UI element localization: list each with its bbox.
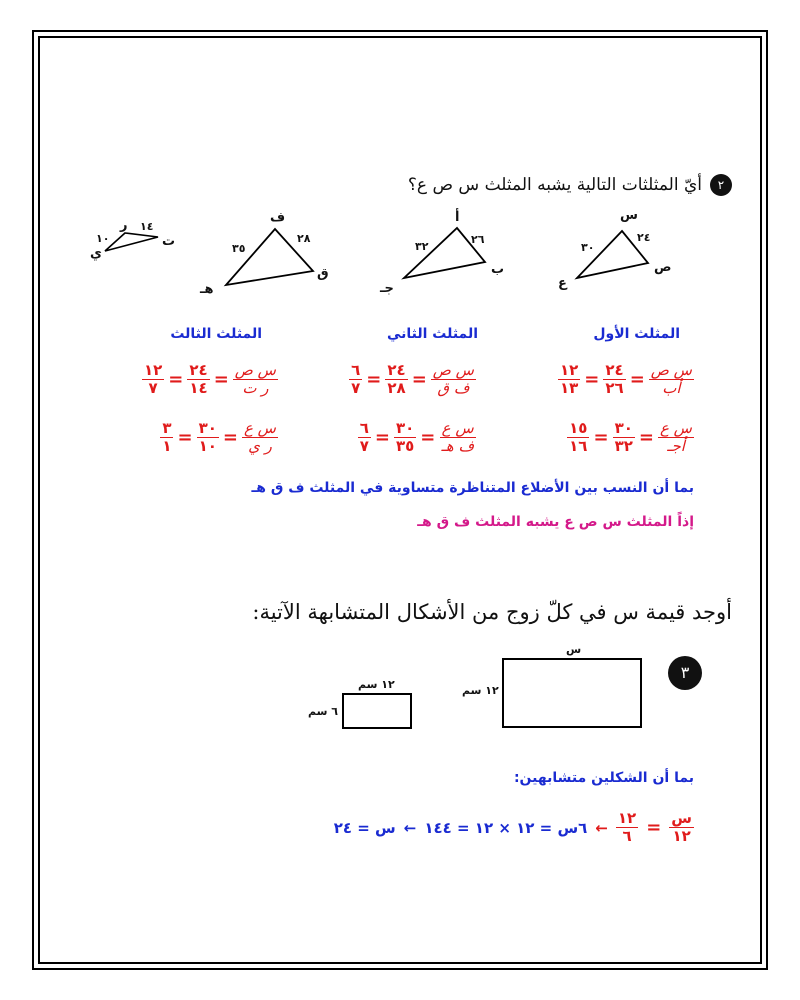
- fraction: $\frac{٣٠}{١٠}$: [198, 419, 217, 455]
- fraction-12-over-6: $\frac{١٢}{٦}$: [617, 809, 637, 845]
- ratio-second-row1: $\frac{\text{س ص}}{\text{ف ق}}$ = $\frac{٢٤}{٢٨}$ = $\frac{٦}{٧}$: [351, 361, 474, 397]
- t1-vertex-top: س: [620, 208, 638, 223]
- t4-side-right: ١٤: [140, 220, 154, 233]
- small-rect-side-label: ٦ سم: [308, 705, 338, 718]
- ratio-first-row1: $\frac{\text{س ص}}{\text{أب}}$ = $\frac{٢٤}{٢٦}$ = $\frac{١٢}{١٣}$: [559, 361, 692, 397]
- heading-first-triangle: المثلث الأول: [593, 326, 680, 342]
- t4-vertex-right: ت: [162, 234, 176, 249]
- arrow-1: ←: [595, 818, 608, 837]
- fraction: $\frac{١٥}{١٦}$: [569, 419, 588, 455]
- fraction: $\frac{\text{س ع}}{\text{أجـ}}$: [659, 419, 692, 455]
- arrow-2: ←: [403, 818, 417, 837]
- fraction: $\frac{\text{س ص}}{\text{أب}}$: [650, 361, 692, 397]
- fraction: $\frac{٢٤}{٢٨}$: [387, 361, 406, 397]
- t1-side-right: ٢٤: [637, 231, 651, 244]
- ratio-third-row2: $\frac{\text{س ع}}{\text{ر ي}}$ = $\frac{٣٠}{١٠}$ = $\frac{٣}{١}$: [162, 419, 276, 455]
- fraction: $\frac{\text{س ع}}{\text{ر ي}}$: [243, 419, 276, 455]
- fraction: $\frac{١٢}{٧}$: [143, 361, 163, 397]
- small-rect-top-label: ١٢ سم: [358, 678, 395, 691]
- find-x-question: أوجد قيمة س في كلّ زوج من الأشكال المتشابهة الآتية:: [252, 600, 732, 624]
- small-rectangle: [342, 693, 412, 729]
- ratio-third-row1: $\frac{\text{س ص}}{\text{ر ت}}$ = $\frac{٢٤}{١٤}$ = $\frac{١٢}{٧}$: [143, 361, 276, 397]
- t2-side-left: ٣٢: [415, 240, 429, 253]
- fraction: $\frac{٦}{٧}$: [351, 361, 361, 397]
- fraction: $\frac{\text{س ع}}{\text{ف هـ}}$: [441, 419, 474, 455]
- fraction: $\frac{٣٠}{٣٥}$: [395, 419, 415, 455]
- fraction: $\frac{٣٠}{٣٢}$: [614, 419, 633, 455]
- step-cross-multiply: ٦س = ١٢ × ١٢ = ١٤٤: [424, 818, 588, 837]
- fraction: $\frac{١٢}{١٣}$: [559, 361, 579, 397]
- statement-ratios-equal: بما أن النسب بين الأضلاع المتناظرة متساوية في المثلث ف ق هـ: [251, 480, 694, 496]
- t3-vertex-left: هـ: [200, 282, 214, 297]
- heading-second-triangle: المثلث الثاني: [386, 326, 478, 342]
- triangle-4: [105, 233, 158, 251]
- fraction: $\frac{٦}{٧}$: [359, 419, 369, 455]
- t1-side-left: ٣٠: [581, 241, 595, 254]
- large-rect-side-label: ١٢ سم: [462, 684, 499, 697]
- t4-vertex-left: ي: [90, 246, 102, 261]
- ratio-second-row2: $\frac{\text{س ع}}{\text{ف هـ}}$ = $\frac{٣٠}{٣٥}$ = $\frac{٦}{٧}$: [359, 419, 474, 455]
- large-rect-top-label: س: [566, 643, 582, 656]
- fraction-x-over-12: $\frac{\text{س}}{١٢}$: [671, 809, 692, 845]
- ratio-first-row2: $\frac{\text{س ع}}{\text{أجـ}}$ = $\frac{٣٠}{٣٢}$ = $\frac{١٥}{١٦}$: [569, 419, 692, 455]
- heading-third-triangle: المثلث الثالث: [170, 326, 262, 342]
- fraction: $\frac{٣}{١}$: [162, 419, 172, 455]
- large-rectangle: [502, 658, 642, 728]
- t4-side-left: ١٠: [96, 232, 110, 245]
- t3-vertex-top: ف: [270, 210, 286, 225]
- question-2-text: أيّ المثلثات التالية يشبه المثلث س ص ع؟: [407, 175, 702, 195]
- fraction: $\frac{٢٤}{٢٦}$: [605, 361, 624, 397]
- fraction: $\frac{\text{س ص}}{\text{ر ت}}$: [234, 361, 276, 397]
- t3-vertex-right: ق: [317, 266, 329, 281]
- step-result: س = ٢٤: [333, 818, 396, 837]
- t3-side-left: ٣٥: [232, 242, 246, 255]
- fraction: $\frac{٢٤}{١٤}$: [189, 361, 208, 397]
- question-number-badge-3: ٣: [668, 656, 702, 690]
- final-equation: $\frac{\text{س}}{١٢}$ = $\frac{١٢}{٦}$ ← ٦س = ١٢ × ١٢ = ١٤٤ ← س = ٢٤: [333, 809, 692, 845]
- t1-vertex-right: ص: [654, 260, 672, 275]
- t4-vertex-top: ر: [120, 218, 128, 233]
- statement-conclusion: إذاً المثلث س ص ع يشبه المثلث ف ق هـ: [417, 514, 694, 530]
- question-number-badge: ٢: [710, 174, 732, 196]
- t3-side-right: ٢٨: [297, 232, 311, 245]
- fraction: $\frac{\text{س ص}}{\text{ف ق}}$: [432, 361, 474, 397]
- t2-side-right: ٢٦: [471, 233, 485, 246]
- t2-vertex-left: جـ: [380, 281, 394, 296]
- t2-vertex-top: أ: [455, 210, 460, 225]
- t2-vertex-right: ب: [491, 262, 505, 277]
- t1-vertex-left: ع: [558, 276, 567, 291]
- since-similar-statement: بما أن الشكلين متشابهين:: [513, 770, 694, 786]
